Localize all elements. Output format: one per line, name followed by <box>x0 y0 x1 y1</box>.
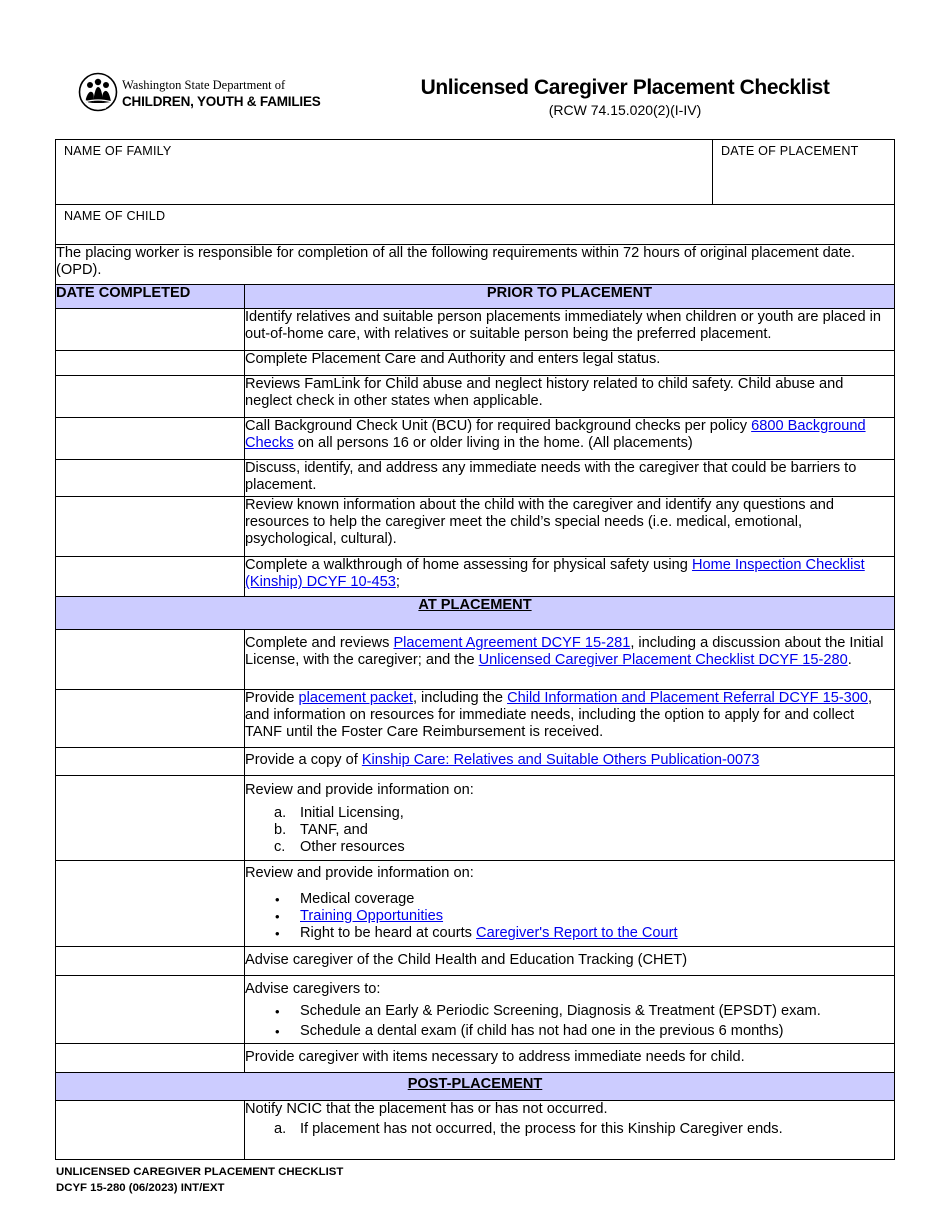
date-completed-cell[interactable] <box>56 376 245 418</box>
list-item <box>245 1121 894 1138</box>
bullet-list <box>245 1003 894 1040</box>
section-row <box>56 1073 895 1101</box>
item-text: , and information on resources for immediate needs, including the option to apply for and collect TANF until the Foster Care Reimbursement is received. <box>245 690 873 740</box>
at-placement-heading: AT PLACEMENT <box>56 597 895 630</box>
checklist-item: Discuss, identify, and address any immediate needs with the caregiver that could be barriers to placement. <box>245 460 895 497</box>
table-row <box>56 690 895 748</box>
item-text: , including the <box>412 690 508 706</box>
checklist-item <box>245 776 895 861</box>
date-completed-cell[interactable] <box>56 976 245 1044</box>
item-text: Complete and reviews <box>245 635 394 651</box>
table-row <box>56 376 895 418</box>
caregiver-report-link[interactable]: Caregiver's Report to the Court <box>476 925 678 941</box>
checklist-item <box>245 630 895 690</box>
date-completed-cell[interactable] <box>56 690 245 748</box>
list-item <box>245 1003 894 1020</box>
list-marker: a. <box>274 805 287 821</box>
list-item-text: Medical coverage <box>300 891 415 907</box>
table-row <box>56 1101 895 1160</box>
checklist-item: Complete Placement Care and Authority and enters legal status. <box>245 351 895 376</box>
list-item-text: Other resources <box>300 839 405 855</box>
list-item-text: Initial Licensing, <box>300 805 404 821</box>
date-completed-cell[interactable] <box>56 947 245 976</box>
date-completed-cell[interactable] <box>56 497 245 557</box>
date-completed-cell[interactable] <box>56 748 245 776</box>
item-text: Call Background Check Unit (BCU) for required background checks per policy <box>245 418 752 434</box>
item-intro: Review and provide information on: <box>245 865 474 881</box>
prior-to-placement-header: PRIOR TO PLACEMENT <box>245 285 895 309</box>
page-subtitle: (RCW 74.15.020(2)(I-IV) <box>548 102 702 118</box>
checklist-item <box>245 861 895 947</box>
logo-agency-line: Washington State Department of <box>122 78 286 92</box>
item-text: Provide a copy of <box>245 752 362 768</box>
item-text: , including a discussion about the Initial License, with the caregiver; and the <box>245 635 884 668</box>
alpha-list <box>245 805 894 856</box>
checklist-item: Review known information about the child with the caregiver and identify any questions and resources to help the caregiver meet the child’s special needs (i.e. medical, emotional, psychological, cultural). <box>245 497 895 557</box>
child-row <box>56 205 895 245</box>
date-of-placement-label: DATE OF PLACEMENT <box>721 144 859 158</box>
date-completed-header: DATE COMPLETED <box>56 285 245 309</box>
list-item <box>245 805 894 822</box>
name-of-child-field[interactable] <box>56 205 895 245</box>
intro-row <box>56 245 895 285</box>
placement-agreement-link[interactable]: Placement Agreement DCYF 15-281 <box>393 635 631 651</box>
checklist-item <box>245 748 895 776</box>
table-row <box>56 776 895 861</box>
date-completed-cell[interactable] <box>56 776 245 861</box>
item-intro: Advise caregivers to: <box>245 981 381 997</box>
section-row <box>56 597 895 630</box>
date-completed-cell[interactable] <box>56 861 245 947</box>
bullet-icon: • <box>275 1004 280 1019</box>
list-item <box>245 908 894 925</box>
date-completed-cell[interactable] <box>56 1044 245 1073</box>
training-opportunities-link[interactable]: Training Opportunities <box>300 908 444 924</box>
date-completed-cell[interactable] <box>56 351 245 376</box>
list-item <box>245 1023 894 1040</box>
agency-logo <box>78 72 321 116</box>
checklist-item: Advise caregiver of the Child Health and Education Tracking (CHET) <box>245 947 895 976</box>
list-item-text: TANF, and <box>300 822 368 838</box>
post-placement-heading: POST-PLACEMENT <box>56 1073 895 1101</box>
bullet-icon: • <box>275 1024 280 1039</box>
list-marker: b. <box>274 822 287 838</box>
footer-form-title: UNLICENSED CAREGIVER PLACEMENT CHECKLIST <box>56 1166 344 1178</box>
name-of-family-label: NAME OF FAMILY <box>64 144 172 158</box>
date-completed-cell[interactable] <box>56 418 245 460</box>
bullet-icon: • <box>275 892 280 907</box>
checklist-table <box>55 139 895 1160</box>
bullet-icon: • <box>275 909 280 924</box>
table-row <box>56 351 895 376</box>
kinship-care-publication-link[interactable]: Kinship Care: Relatives and Suitable Others Publication-0073 <box>361 752 760 768</box>
table-row <box>56 861 895 947</box>
list-item <box>245 925 894 942</box>
date-of-placement-field[interactable] <box>713 140 895 205</box>
date-completed-cell[interactable] <box>56 1101 245 1160</box>
date-completed-cell[interactable] <box>56 557 245 597</box>
table-row <box>56 630 895 690</box>
table-row <box>56 418 895 460</box>
item-text: Complete a walkthrough of home assessing for physical safety using <box>245 557 692 573</box>
name-of-family-field[interactable] <box>56 140 713 205</box>
item-text: on all persons 16 or older living in the home. (All placements) <box>293 435 693 451</box>
list-item-text: If placement has not occurred, the process for this Kinship Caregiver ends. <box>300 1121 783 1137</box>
table-row <box>56 748 895 776</box>
list-item-text: Right to be heard at courts <box>300 925 477 941</box>
list-marker: c. <box>274 839 286 855</box>
alpha-list <box>245 1121 894 1138</box>
checklist-item <box>245 690 895 748</box>
item-intro: Notify NCIC that the placement has or has not occurred. <box>245 1101 608 1117</box>
list-item-text: Schedule a dental exam (if child has not had one in the previous 6 months) <box>300 1023 784 1039</box>
list-item-text: Schedule an Early & Periodic Screening, Diagnosis & Treatment (EPSDT) exam. <box>300 1003 821 1019</box>
list-item <box>245 822 894 839</box>
table-row <box>56 497 895 557</box>
table-row <box>56 947 895 976</box>
family-emblem-icon <box>78 72 118 112</box>
checklist-item <box>245 557 895 597</box>
table-row <box>56 557 895 597</box>
checklist-item <box>245 418 895 460</box>
table-row <box>56 976 895 1044</box>
background-checks-link[interactable]: 6800 Background Checks <box>245 418 866 451</box>
checklist-item: Identify relatives and suitable person placements immediately when children or youth are placed in out-of-home care, with relatives or suitable person being the preferred placement. <box>245 309 895 351</box>
table-row <box>56 460 895 497</box>
item-text: Provide <box>245 690 299 706</box>
checklist-item: Reviews FamLink for Child abuse and neglect history related to child safety. Child abuse and neglect check in other states when applicable. <box>245 376 895 418</box>
list-item <box>245 891 894 908</box>
child-information-referral-link[interactable]: Child Information and Placement Referral DCYF 15-300 <box>507 690 869 706</box>
item-text: . <box>847 652 852 668</box>
date-completed-cell[interactable] <box>56 309 245 351</box>
bullet-list <box>245 891 894 942</box>
footer-form-number: DCYF 15-280 (06/2023) INT/EXT <box>56 1182 225 1194</box>
home-inspection-checklist-link[interactable]: Home Inspection Checklist (Kinship) DCYF 10-453 <box>245 557 865 590</box>
table-row <box>56 309 895 351</box>
date-completed-cell[interactable] <box>56 630 245 690</box>
placement-packet-link[interactable]: placement packet <box>298 690 413 706</box>
page-title: Unlicensed Caregiver Placement Checklist <box>420 76 830 99</box>
column-header-row <box>56 285 895 309</box>
name-of-child-label: NAME OF CHILD <box>64 209 166 223</box>
list-item <box>245 839 894 856</box>
placement-checklist-link[interactable]: Unlicensed Caregiver Placement Checklist DCYF 15-280 <box>478 652 848 668</box>
intro-text: The placing worker is responsible for completion of all the following requirements within 72 hours of original placement date. (OPD). <box>56 245 895 285</box>
bullet-icon: • <box>275 926 280 941</box>
checklist-item <box>245 1101 895 1160</box>
checklist-item <box>245 976 895 1044</box>
table-row <box>56 1044 895 1073</box>
logo-department-line: CHILDREN, YOUTH & FAMILIES <box>122 94 321 109</box>
list-marker: a. <box>274 1121 287 1137</box>
date-completed-cell[interactable] <box>56 460 245 497</box>
family-row <box>56 140 895 205</box>
item-text: ; <box>395 574 400 590</box>
checklist-item: Provide caregiver with items necessary to address immediate needs for child. <box>245 1044 895 1073</box>
item-intro: Review and provide information on: <box>245 782 474 798</box>
